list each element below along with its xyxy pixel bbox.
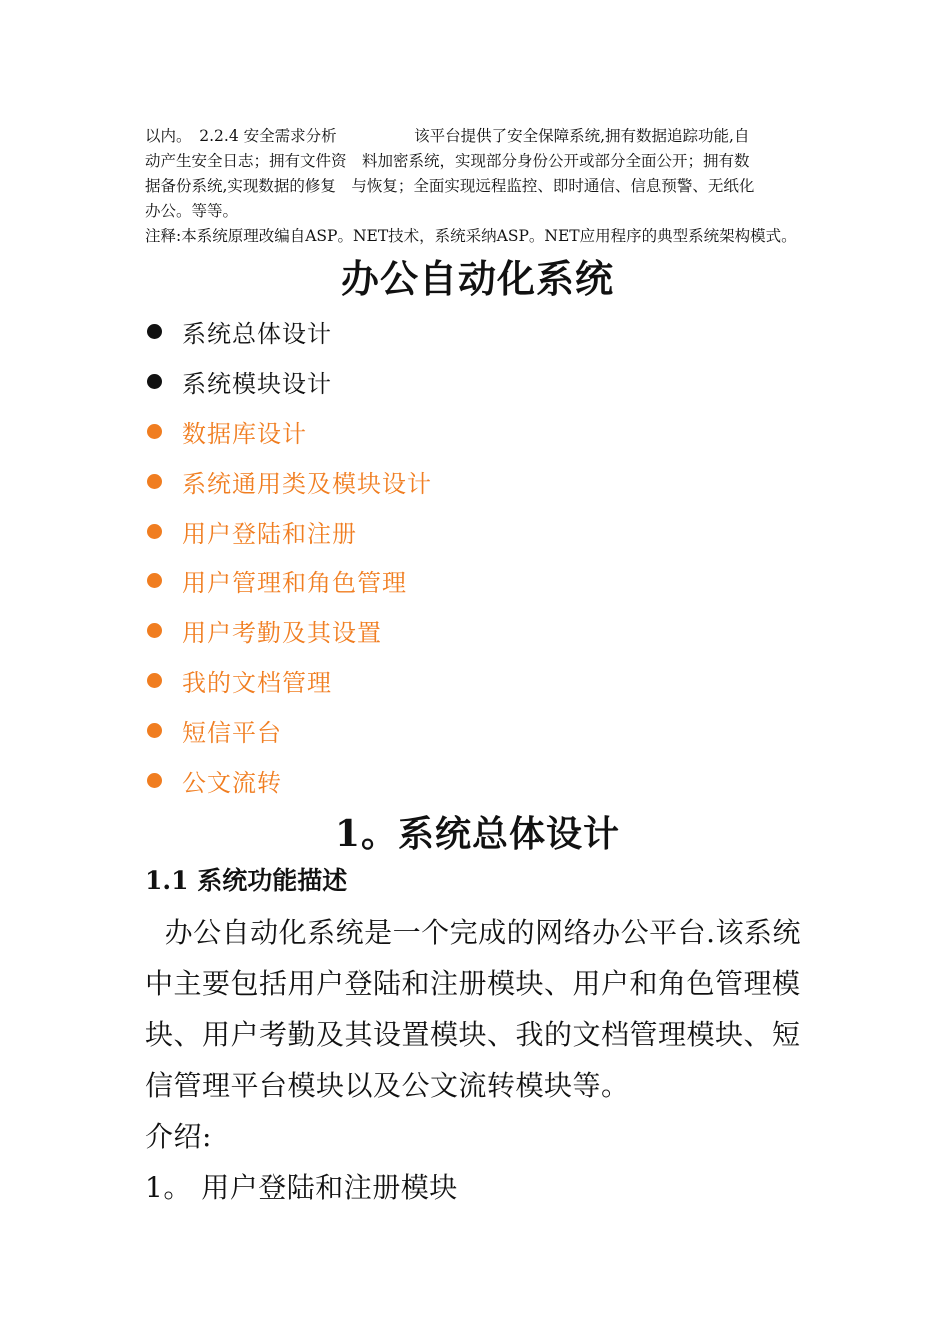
intro-label: 介绍: <box>145 1119 212 1153</box>
toc-item <box>145 656 810 706</box>
toc-item <box>145 407 810 457</box>
toc-item <box>145 705 810 755</box>
bullet-icon <box>147 374 162 389</box>
intro-line: 办公。等等。 <box>145 202 239 220</box>
intro-line: 动产生安全日志；拥有文件资 料加密系统，实现部分身份公开或部分全面公开；拥有数 <box>145 152 750 170</box>
intro-line: 以内。 2.2.4 安全需求分析 该平台提供了安全保障系统,拥有数据追踪功能,自 <box>145 127 750 145</box>
bullet-icon <box>147 424 162 439</box>
toc-item <box>145 456 810 506</box>
toc-item-label: 用户登陆和注册 <box>182 519 357 548</box>
toc-item-label: 我的文档管理 <box>182 668 332 697</box>
bullet-icon <box>147 573 162 588</box>
toc-item <box>145 606 810 656</box>
bullet-icon <box>147 773 162 788</box>
toc-item-label: 数据库设计 <box>182 419 307 448</box>
body-paragraph: 办公自动化系统是一个完成的网络办公平台.该系统中主要包括用户登陆和注册模块、用户和角色管理模块、用户考勤及其设置模块、我的文档管理模块、短信管理平台模块以及公文流转模块等。 <box>145 915 801 1102</box>
document-title: 办公自动化系统 <box>340 256 614 301</box>
toc-item-label: 系统通用类及模块设计 <box>182 469 432 498</box>
toc-list <box>145 307 810 805</box>
section-title: 1。系统总体设计 <box>334 812 621 855</box>
bullet-icon <box>147 324 162 339</box>
intro-line: 据备份系统,实现数据的修复 与恢复；全面实现远程监控、即时通信、信息预警、无纸化 <box>145 177 755 195</box>
bullet-icon <box>147 474 162 489</box>
toc-item-label: 用户考勤及其设置 <box>182 619 382 648</box>
bullet-icon <box>147 524 162 539</box>
toc-item-label: 短信平台 <box>182 718 282 747</box>
toc-item-label: 公文流转 <box>182 768 282 797</box>
bullet-icon <box>147 723 162 738</box>
toc-item <box>145 506 810 556</box>
intro-paragraph <box>145 124 810 224</box>
toc-item <box>145 357 810 407</box>
bullet-icon <box>147 623 162 638</box>
toc-item <box>145 307 810 357</box>
numbered-item: 1。 用户登陆和注册模块 <box>145 1170 458 1204</box>
toc-item <box>145 556 810 606</box>
toc-item-label: 系统模块设计 <box>182 370 332 399</box>
bullet-icon <box>147 673 162 688</box>
toc-item-label: 系统总体设计 <box>182 320 332 349</box>
subsection-title: 1.1 系统功能描述 <box>145 865 348 895</box>
note-text: 注释:本系统原理改编自ASP。NET技术，系统采纳ASP。NET应用程序的典型系统架构模式。 <box>145 227 797 245</box>
toc-item-label: 用户管理和角色管理 <box>182 569 407 598</box>
toc-item <box>145 755 810 805</box>
document-page <box>145 124 810 1213</box>
